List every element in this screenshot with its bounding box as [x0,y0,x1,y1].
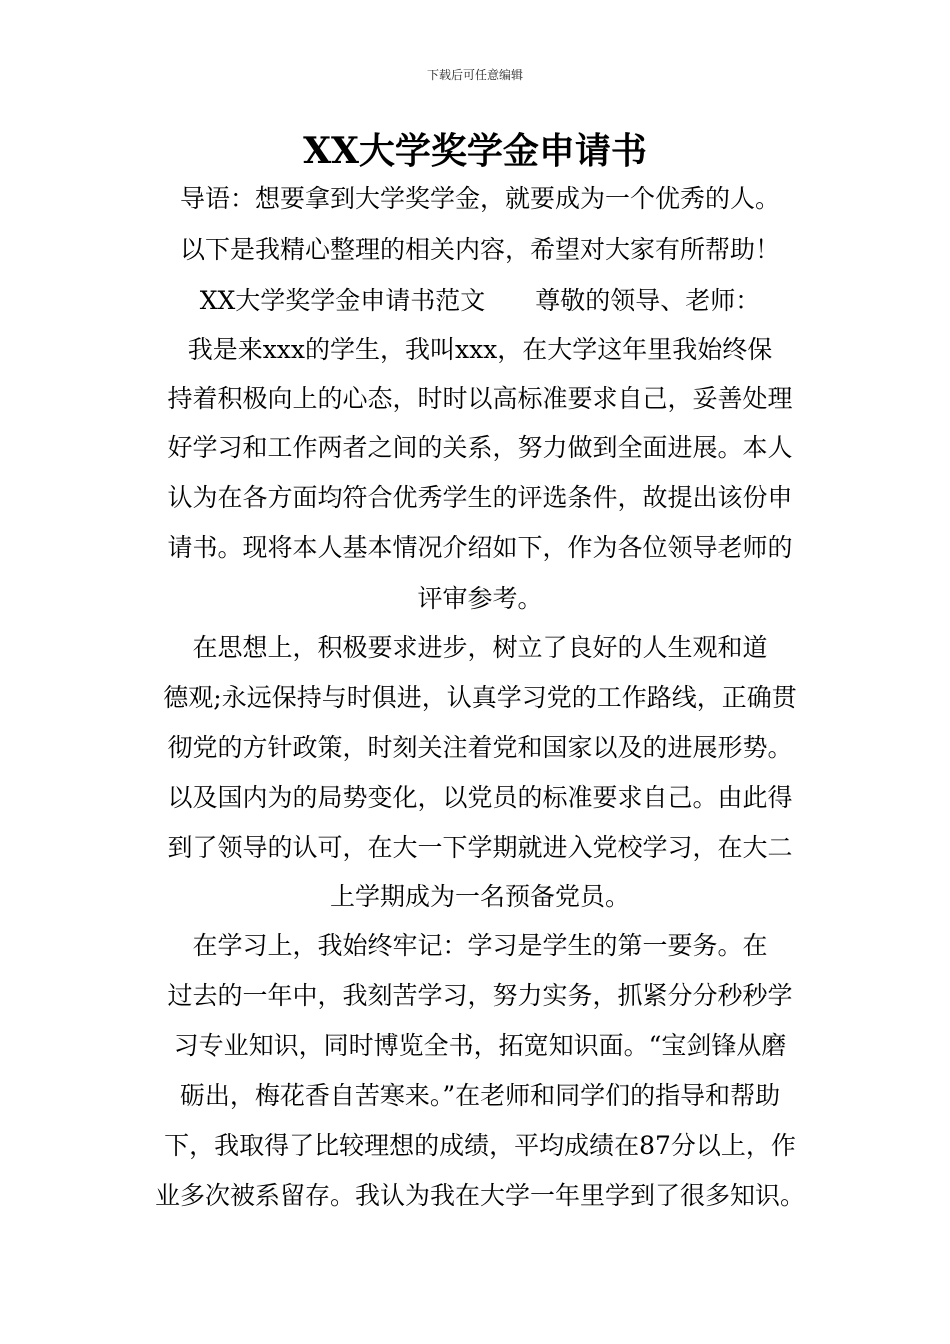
paragraph-line: 过去的一年中，我刻苦学习，努力实务，抓紧分分秒秒学 [167,981,793,1010]
salutation: 尊敬的领导、老师： [535,286,761,315]
document-title: XX大学奖学金申请书 [303,130,647,172]
paragraph-line: 下，我取得了比较理想的成绩，平均成绩在87分以上，作 [164,1131,796,1160]
paragraph-line: 评审参考。 [417,584,543,613]
paragraph-line: 上学期成为一名预备党员。 [329,882,630,911]
paragraph-line: 请书。现将本人基本情况介绍如下，作为各位领导老师的 [167,533,793,562]
paragraph-line: 在学习上，我始终牢记：学习是学生的第一要务。在 [192,931,768,960]
intro-line: 以下是我精心整理的相关内容，希望对大家有所帮助！ [179,235,780,264]
paragraph-line: 持着积极向上的心态，时时以高标准要求自己，妥善处理 [167,384,793,413]
paragraph-line: 业多次被系留存。我认为我在大学一年里学到了很多知识。 [154,1181,805,1210]
paragraph-line: 以及国内为的局势变化，以党员的标准要求自己。由此得 [167,783,793,812]
sample-heading: XX大学奖学金申请书范文 [199,286,486,315]
heading-line [150,282,810,320]
paragraph-line: 好学习和工作两者之间的关系，努力做到全面进展。本人 [167,433,793,462]
page-header-note: 下载后可任意编辑 [426,68,523,82]
paragraph-line: 彻党的方针政策，时刻关注着党和国家以及的进展形势。 [167,733,793,762]
paragraph-line: 我是来xxx的学生，我叫xxx，在大学这年里我始终保 [187,335,773,364]
paragraph-line: 到了领导的认可，在大一下学期就进入党校学习，在大二 [167,833,793,862]
intro-line: 导语：想要拿到大学奖学金，就要成为一个优秀的人。 [179,184,780,213]
paragraph-line: 认为在各方面均符合优秀学生的评选条件，故提出该份申 [167,483,793,512]
paragraph-line: 砺出，梅花香自苦寒来。”在老师和同学们的指导和帮助 [179,1081,781,1110]
paragraph-line: 德观;永远保持与时俱进，认真学习党的工作路线，正确贯 [163,683,797,712]
paragraph-line: 在思想上，积极要求进步，树立了良好的人生观和道 [192,633,768,662]
paragraph-line: 习专业知识，同时博览全书，拓宽知识面。“宝剑锋从磨 [173,1031,787,1060]
